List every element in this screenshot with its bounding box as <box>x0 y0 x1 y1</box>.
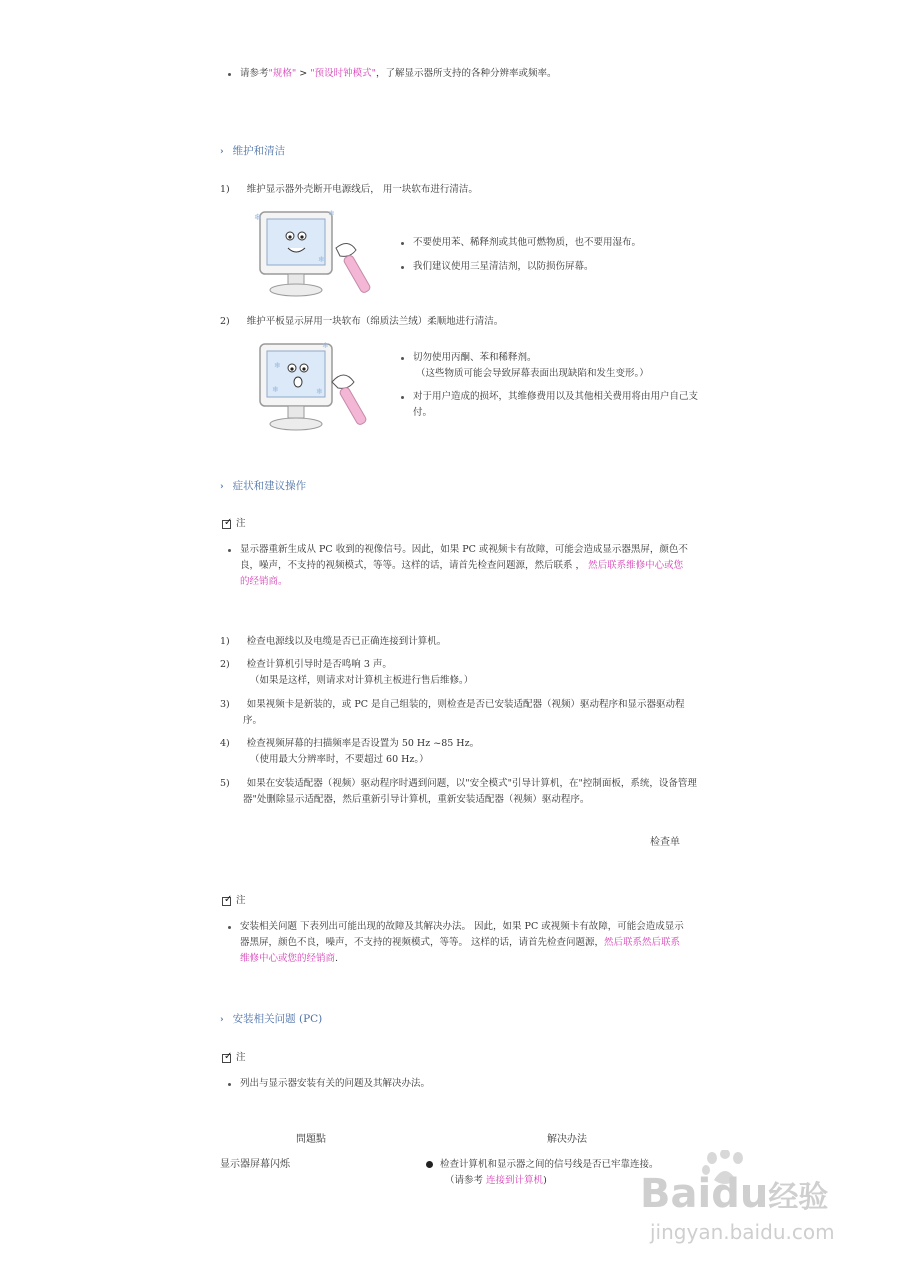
checklist-label: 检查单 <box>650 837 680 848</box>
svg-text:❄: ❄ <box>328 209 335 218</box>
preset-timing-link[interactable]: "预设时钟模式" <box>310 68 377 79</box>
note-line-1: 显示器重新生成从 PC 收到的视像信号。因此，如果 PC 或视频卡有故障，可能会造成显示器黑屏，颜色不 <box>240 542 688 558</box>
checkbox-icon <box>222 520 231 529</box>
maintenance-step-1: 1) 维护显示器外壳断开电源线后， 用一块软布进行清洁。 <box>220 184 478 195</box>
symptom-step-5-cont: 器"处删除显示适配器，然后重新引导计算机，重新安装适配器（视频）驱动程序。 <box>243 794 590 805</box>
section-arrow-icon: › <box>220 147 224 157</box>
symptom-step-1: 1) 检查电源线以及电缆是否已正确连接到计算机。 <box>220 636 447 647</box>
checkbox-icon <box>222 897 231 906</box>
note3-header: ✓ 注 <box>222 1050 246 1066</box>
symptom-step-4: 4) 检查视频屏幕的扫描频率是否设置为 50 Hz ~85 Hz。 <box>220 738 480 749</box>
maintenance-bullet-2: 我们建议使用三星清洁剂，以防损伤屏幕。 <box>413 259 594 275</box>
maintenance-bullet-1: 不要使用苯、稀释剂或其他可燃物质，也不要用湿布。 <box>413 235 641 251</box>
dealer-link-2[interactable]: 维修中心或您的经销商 <box>240 953 336 964</box>
section-arrow-icon: › <box>220 1015 224 1025</box>
note-line-2: 良，噪声，不支持的视频模式，等等。这样的话，请首先检查问题源，然后联系 ， 然后联系维修中心或您 <box>240 560 684 571</box>
svg-text:❄: ❄ <box>318 255 325 264</box>
section-title: 症状和建议操作 <box>232 480 307 492</box>
spec-link[interactable]: "规格" <box>268 68 297 79</box>
table-header-problem: 問題點 <box>296 1134 326 1145</box>
svg-text:❄: ❄ <box>274 361 281 370</box>
section-title: 安装相关问题 (PC) <box>232 1013 323 1025</box>
connect-computer-link[interactable]: 连接到计算机 <box>486 1175 544 1186</box>
symptom-step-2-note: （如果是这样，则请求对计算机主板进行售后维修。） <box>250 675 474 686</box>
table-header-solution: 解决办法 <box>547 1134 587 1145</box>
svg-text:❄: ❄ <box>254 213 262 223</box>
service-link[interactable]: 然后联系然后联系 <box>604 937 681 948</box>
maintenance-bullet-3-note: （这些物质可能会导致屏幕表面出现缺陷和发生变形。） <box>416 368 649 379</box>
table-cell-reference: （请参考 连接到计算机) <box>445 1175 547 1186</box>
section-title: 维护和清洁 <box>232 145 286 157</box>
note2-header: ✓ 注 <box>222 893 246 909</box>
table-cell-solution: 检查计算机和显示器之间的信号线是否已牢靠连接。 <box>440 1159 659 1170</box>
dealer-link[interactable]: 的经销商。 <box>240 576 288 587</box>
section-arrow-icon: › <box>220 482 224 492</box>
section-maintenance-header <box>220 143 285 160</box>
symptom-step-3: 3) 如果视频卡是新装的，或 PC 是自己组装的，则检查是否已安装适配器（视频）驱动程序和显示器驱动程 <box>220 699 685 710</box>
note2-line-2: 器黑屏，颜色不良，噪声，不支持的视频模式，等等。 这样的话，请首先检查问题源，然后联系然后联系 <box>240 937 681 948</box>
symptom-step-4-note: （使用最大分辨率时，不要超过 60 Hz。） <box>250 754 429 765</box>
maintenance-bullet-4-cont: 付。 <box>413 407 433 418</box>
note-header: ✓ 注 <box>222 516 246 532</box>
table-cell-problem: 显示器屏幕闪烁 <box>220 1159 290 1170</box>
section-install-header <box>220 1011 322 1028</box>
svg-text:❄: ❄ <box>272 385 279 394</box>
note3-line: 列出与显示器安装有关的问题及其解决办法。 <box>240 1076 430 1092</box>
intro-line: 请参考"规格" > "预设时钟模式"，了解显示器所支持的各种分辨率或频率。 <box>240 66 557 82</box>
symptom-step-3-cont: 序。 <box>243 715 263 726</box>
symptom-step-2: 2) 检查计算机引导时是否鸣响 3 声。 <box>220 659 392 670</box>
monitor-cleaning-illustration <box>252 208 382 304</box>
note2-line-1: 安装相关问题 下表列出可能出现的故障及其解决办法。 因此，如果 PC 或视频卡有故障，可能会造成显示 <box>240 919 684 935</box>
note2-line-3: 维修中心或您的经销商. <box>240 953 339 964</box>
svg-text:❄: ❄ <box>322 341 329 350</box>
symptom-step-5: 5) 如果在安装适配器（视频）驱动程序时遇到问题，以"安全模式"引导计算机，在"控制面板，系统，设备管理 <box>220 778 697 789</box>
service-center-link[interactable]: 然后联系维修中心或您 <box>588 560 684 571</box>
svg-text:❄: ❄ <box>316 387 323 396</box>
monitor-flatpanel-illustration <box>252 338 382 438</box>
bullet-dot-icon <box>426 1161 433 1168</box>
section-symptoms-header <box>220 478 306 495</box>
checkbox-icon <box>222 1054 231 1063</box>
maintenance-step-2: 2) 维护平板显示屏用一块软布（绵质法兰绒）柔顺地进行清洁。 <box>220 316 504 327</box>
maintenance-bullet-4: 对于用户造成的损坏，其维修费用以及其他相关费用将由用户自己支 <box>413 389 698 405</box>
maintenance-bullet-3: 切勿使用丙酮、苯和稀释剂。 <box>413 350 537 366</box>
